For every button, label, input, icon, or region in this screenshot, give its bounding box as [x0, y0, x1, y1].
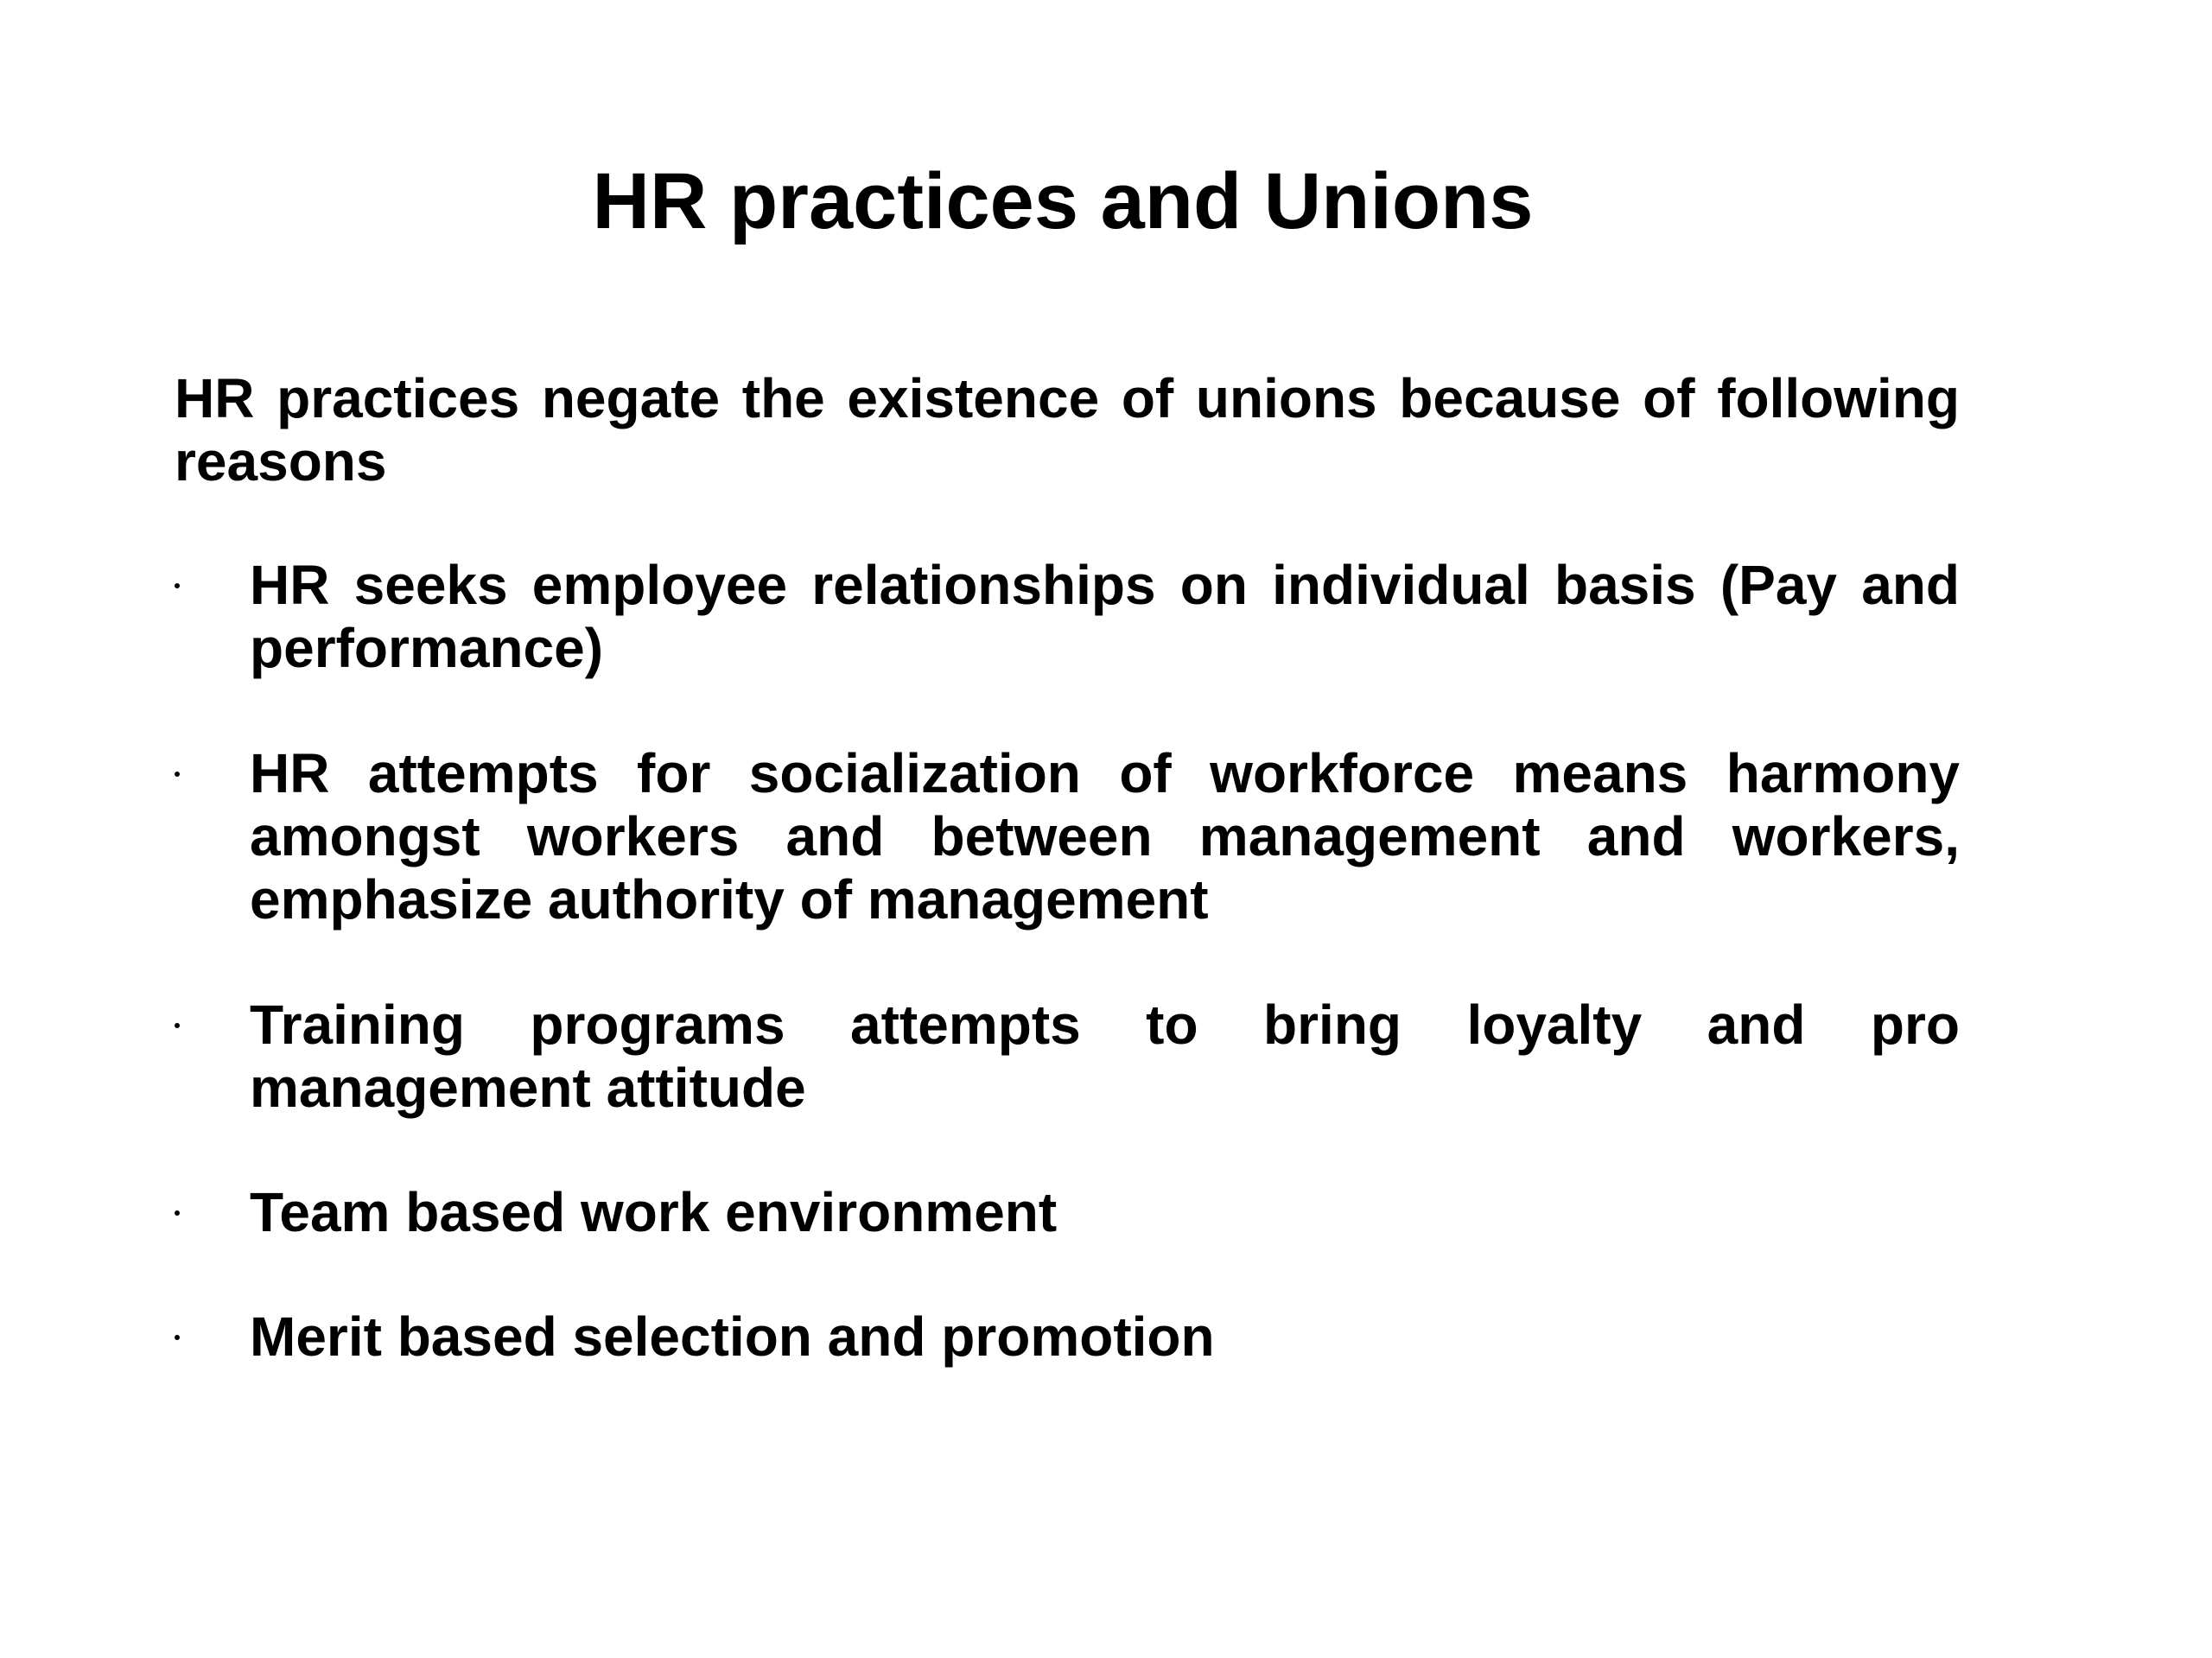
bullet-item	[175, 742, 1960, 931]
bullet-text: HR attempts for socialization of workforce means harmony amongst workers and between management and workers, emphasize authority of management	[250, 742, 1960, 931]
bullet-text: Merit based selection and promotion	[250, 1305, 1215, 1368]
bullet-text: Team based work environment	[250, 1181, 1058, 1243]
bullet-list	[175, 554, 1960, 1369]
bullet-item	[175, 1305, 1960, 1369]
bullet-item	[175, 994, 1960, 1120]
bullet-dot-icon	[175, 1023, 180, 1028]
intro-text: HR practices negate the existence of unions because of following reasons	[175, 367, 1960, 492]
bullet-dot-icon	[175, 583, 180, 588]
slide-body	[175, 367, 1960, 1369]
bullet-item	[175, 1181, 1960, 1244]
bullet-item	[175, 554, 1960, 680]
bullet-dot-icon	[175, 1210, 180, 1216]
slide-title: HR practices and Unions	[592, 157, 1534, 245]
bullet-text: Training programs attempts to bring loyalty and pro management attitude	[250, 994, 1960, 1119]
bullet-dot-icon	[175, 772, 180, 777]
bullet-text: HR seeks employee relationships on individual basis (Pay and performance)	[250, 554, 1960, 679]
bullet-dot-icon	[175, 1335, 180, 1340]
